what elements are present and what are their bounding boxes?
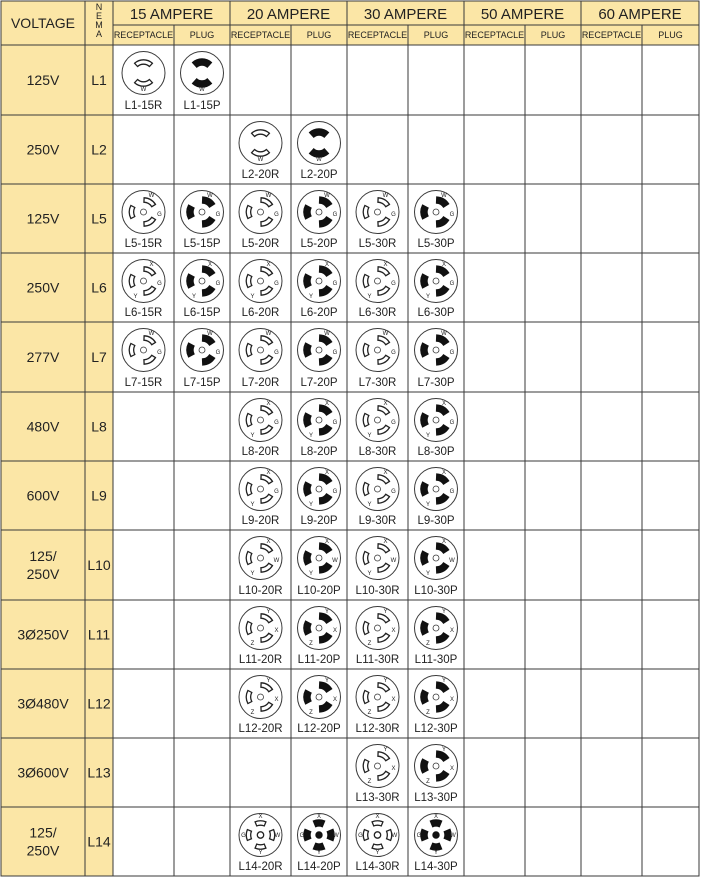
terminal-label: X [332, 697, 338, 703]
terminal-label: X [266, 470, 271, 476]
terminal-label: Y [383, 678, 388, 684]
receptacle-face [122, 260, 165, 303]
receptacle-face [239, 329, 282, 372]
terminal-label: X [441, 470, 447, 476]
plug-face [298, 676, 341, 719]
receptacle-face [239, 537, 282, 580]
terminal-label: Y [433, 850, 439, 856]
plug-subheader: PLUG [540, 30, 566, 40]
plug-face [298, 260, 341, 303]
receptacle-face [356, 814, 399, 857]
terminal-label: G [157, 212, 162, 218]
device-label: L14-30R [355, 861, 400, 873]
terminal-label: W [332, 558, 338, 564]
terminal-label: G [215, 350, 221, 356]
plug-face [415, 537, 458, 580]
terminal-label: G [274, 281, 279, 287]
receptacle-face [356, 191, 399, 234]
device-label: L12-20R [238, 723, 283, 735]
terminal-label: X [441, 539, 447, 545]
plug-face [415, 260, 458, 303]
terminal-label: X [383, 401, 388, 407]
terminal-label: X [449, 628, 455, 634]
plug-blade [421, 759, 428, 773]
terminal-label: X [375, 814, 380, 820]
voltage-cell: 3Ø480V [17, 695, 69, 712]
plug-blade [304, 551, 311, 565]
terminal-label: G [299, 833, 305, 839]
terminal-label: W [265, 331, 272, 337]
device-label: L1-15P [183, 100, 221, 112]
terminal-label: Z [309, 710, 313, 716]
device-label: L6-15R [124, 307, 163, 319]
plug-blade [421, 829, 428, 841]
receptacle-face [356, 399, 399, 442]
terminal-label: W [140, 87, 147, 93]
plug-subheader: PLUG [189, 30, 215, 40]
terminal-label: W [390, 558, 397, 564]
terminal-label: G [274, 489, 279, 495]
receptacle-face [239, 399, 282, 442]
nema-cell: L8 [91, 418, 107, 435]
terminal-label: X [266, 262, 271, 268]
device-label: L13-30P [414, 792, 458, 804]
device-label: L10-30P [414, 585, 458, 597]
terminal-label: X [391, 697, 396, 703]
receptacle-face [239, 260, 282, 303]
device-label: L6-20P [300, 307, 338, 319]
terminal-label: W [207, 193, 213, 199]
plug-blade [304, 274, 311, 288]
plug-face [415, 607, 458, 650]
device-label: L6-30P [417, 307, 455, 319]
receptacle-face [122, 52, 165, 95]
terminal-label: G [274, 212, 279, 218]
device-label: L7-20P [300, 377, 338, 389]
nema-cell: L7 [91, 349, 107, 365]
device-label: L2-20P [300, 169, 338, 181]
plug-blade [421, 482, 428, 496]
terminal-label: G [391, 281, 396, 287]
nema-cell: L1 [91, 72, 107, 88]
receptacle-face [356, 537, 399, 580]
terminal-label: G [157, 281, 162, 287]
device-label: L11-20R [238, 654, 283, 666]
voltage-cell: 3Ø250V [17, 626, 69, 643]
device-label: L7-30P [417, 377, 455, 389]
plug-blade [304, 621, 311, 635]
device-label: L13-30R [355, 792, 400, 804]
terminal-label: Y [383, 747, 388, 753]
plug-blade [421, 274, 428, 288]
terminal-label: Y [191, 294, 197, 300]
terminal-label: W [316, 157, 322, 163]
plug-face [181, 329, 224, 372]
terminal-label: G [332, 489, 338, 495]
plug-blade [421, 413, 428, 427]
terminal-label: G [449, 420, 455, 426]
device-label: L1-15R [124, 100, 163, 112]
voltage-cell: 250V [26, 566, 60, 582]
plug-face [415, 399, 458, 442]
device-label: L14-30P [414, 861, 458, 873]
terminal-label: Y [441, 609, 447, 615]
terminal-label: X [332, 628, 338, 634]
terminal-label: W [382, 193, 389, 199]
terminal-label: Y [367, 294, 372, 300]
nema-letter: M [95, 20, 103, 30]
plug-face [415, 329, 458, 372]
device-label: L6-20R [241, 307, 280, 319]
plug-face [181, 191, 224, 234]
receptacle-subheader: RECEPTACLE [347, 30, 408, 40]
terminal-label: W [324, 193, 330, 199]
terminal-label: Y [425, 294, 431, 300]
terminal-label: Z [367, 779, 372, 785]
plug-face [415, 814, 458, 857]
nema-cell: L14 [87, 833, 111, 850]
ampere-group-header: 60 AMPERE [598, 6, 682, 23]
receptacle-face [122, 329, 165, 372]
receptacle-face [239, 676, 282, 719]
terminal-label: Z [426, 779, 430, 785]
receptacle-subheader: RECEPTACLE [230, 30, 291, 40]
terminal-label: W [148, 331, 155, 337]
terminal-label: X [274, 628, 279, 634]
plug-face [415, 676, 458, 719]
device-label: L11-20P [297, 654, 341, 666]
terminal-label: G [391, 420, 396, 426]
terminal-label: G [449, 350, 455, 356]
receptacle-face [356, 260, 399, 303]
terminal-label: W [199, 87, 205, 93]
nema-cell: L9 [91, 487, 107, 504]
device-label: L12-30P [414, 723, 458, 735]
ampere-group-header: 20 AMPERE [246, 6, 331, 23]
terminal-label: Y [266, 609, 271, 615]
voltage-header: VOLTAGE [10, 15, 76, 31]
plug-face [298, 399, 341, 442]
terminal-label: Y [383, 609, 388, 615]
terminal-label: G [157, 350, 162, 356]
terminal-label: Y [441, 747, 447, 753]
device-label: L14-20R [238, 861, 283, 873]
device-label: L14-20P [297, 861, 341, 873]
terminal-label: Y [367, 433, 372, 439]
terminal-label: Y [324, 678, 330, 684]
terminal-label: Y [425, 502, 431, 508]
terminal-label: W [441, 193, 447, 199]
device-label: L5-20P [300, 238, 338, 250]
voltage-cell: 125/ [29, 824, 57, 841]
device-label: L5-15P [183, 238, 221, 250]
plug-blade [421, 690, 428, 704]
terminal-label: X [449, 697, 455, 703]
device-label: L5-15R [124, 238, 163, 250]
nema-cell: L10 [87, 557, 111, 573]
terminal-label: Y [250, 571, 255, 577]
terminal-label: G [332, 212, 338, 218]
terminal-label: Y [133, 294, 138, 300]
device-label: L5-30P [417, 238, 455, 250]
terminal-label: X [324, 401, 330, 407]
terminal-label: Y [308, 433, 314, 439]
nema-cell: L12 [87, 695, 111, 712]
ground-pin [433, 832, 439, 838]
receptacle-face [356, 745, 399, 788]
terminal-label: X [324, 470, 330, 476]
nema-letter: N [95, 2, 103, 12]
plug-blade [421, 205, 428, 219]
device-label: L12-30R [355, 723, 400, 735]
terminal-label: G [416, 833, 422, 839]
terminal-label: X [324, 262, 330, 268]
terminal-label: G [332, 350, 338, 356]
plug-face [298, 122, 341, 165]
terminal-label: Y [316, 850, 322, 856]
device-label: L9-30R [358, 515, 397, 527]
terminal-label: W [257, 157, 264, 163]
nema-cell: L6 [91, 279, 107, 296]
terminal-label: G [215, 212, 221, 218]
plug-face [298, 607, 341, 650]
plug-blade [313, 820, 325, 827]
nema-cell: L2 [91, 141, 107, 158]
receptacle-face [356, 468, 399, 511]
device-label: L7-15P [183, 377, 221, 389]
receptacle-subheader: RECEPTACLE [464, 30, 525, 40]
nema-header [95, 2, 103, 39]
terminal-label: Z [367, 641, 372, 647]
terminal-label: G [391, 212, 396, 218]
plug-face [181, 260, 224, 303]
terminal-label: W [324, 331, 330, 337]
terminal-label: X [433, 814, 439, 820]
plug-blade [304, 690, 311, 704]
plug-face [298, 191, 341, 234]
plug-face [298, 537, 341, 580]
terminal-label: G [241, 833, 246, 839]
device-label: L8-20P [300, 446, 338, 458]
voltage-cell: 250V [26, 842, 60, 859]
device-label: L12-20P [297, 723, 341, 735]
nema-cell: L5 [91, 210, 107, 227]
terminal-label: G [391, 350, 396, 356]
voltage-cell: 125V [26, 210, 60, 227]
nema-letter: E [95, 11, 103, 21]
device-label: L11-30P [414, 654, 458, 666]
terminal-label: G [391, 489, 396, 495]
terminal-label: W [265, 193, 272, 199]
voltage-cell: 480V [26, 418, 60, 435]
terminal-label: G [332, 420, 338, 426]
plug-face [181, 52, 224, 95]
receptacle-face [239, 191, 282, 234]
device-label: L10-20P [297, 585, 341, 597]
plug-blade [421, 621, 428, 635]
terminal-label: Y [250, 433, 255, 439]
receptacle-subheader: RECEPTACLE [581, 30, 642, 40]
ampere-group-header: 30 AMPERE [363, 6, 448, 23]
receptacle-face [239, 814, 282, 857]
terminal-label: Y [266, 678, 271, 684]
terminal-label: X [258, 814, 263, 820]
terminal-label: X [383, 470, 388, 476]
plug-face [298, 814, 341, 857]
terminal-label: X [266, 401, 271, 407]
plug-blade [304, 413, 311, 427]
terminal-label: X [391, 628, 396, 634]
terminal-label: W [333, 833, 339, 839]
terminal-label: Y [367, 571, 372, 577]
plug-blade [187, 274, 194, 288]
terminal-label: W [274, 833, 281, 839]
terminal-label: W [207, 331, 213, 337]
device-label: L5-30R [358, 238, 397, 250]
terminal-label: X [441, 401, 447, 407]
terminal-label: Z [367, 710, 372, 716]
device-label: L6-30R [358, 307, 397, 319]
terminal-label: X [383, 539, 388, 545]
terminal-label: X [316, 814, 322, 820]
terminal-label: Z [426, 710, 430, 716]
terminal-label: Z [250, 710, 255, 716]
plug-blade [421, 551, 428, 565]
receptacle-face [356, 676, 399, 719]
voltage-cell: 125/ [29, 548, 57, 564]
voltage-cell: 125V [26, 72, 60, 88]
plug-blade [421, 343, 428, 357]
voltage-cell: 250V [26, 279, 60, 296]
terminal-label: Y [308, 502, 314, 508]
terminal-label: X [149, 262, 154, 268]
terminal-label: X [274, 697, 279, 703]
terminal-label: X [441, 262, 447, 268]
receptacle-subheader: RECEPTACLE [113, 30, 174, 40]
terminal-label: Y [425, 433, 431, 439]
device-label: L5-20R [241, 238, 280, 250]
device-label: L8-20R [241, 446, 280, 458]
plug-face [415, 468, 458, 511]
terminal-label: X [449, 766, 455, 772]
ground-pin [316, 832, 322, 838]
terminal-label: Y [441, 678, 447, 684]
terminal-label: X [391, 766, 396, 772]
voltage-cell: 250V [26, 141, 60, 158]
device-label: L8-30P [417, 446, 455, 458]
terminal-label: G [449, 281, 455, 287]
terminal-label: Y [308, 571, 314, 577]
terminal-label: Y [324, 609, 330, 615]
terminal-label: X [324, 539, 330, 545]
plug-blade [430, 820, 442, 827]
terminal-label: G [449, 212, 455, 218]
plug-blade [304, 205, 311, 219]
nema-cell: L11 [87, 626, 111, 643]
terminal-label: W [450, 833, 456, 839]
terminal-label: Z [250, 641, 255, 647]
device-label: L7-15R [124, 377, 163, 389]
receptacle-face [239, 607, 282, 650]
terminal-label: W [441, 331, 447, 337]
ampere-group-header: 15 AMPERE [129, 6, 214, 23]
plug-subheader: PLUG [423, 30, 449, 40]
device-label: L8-30R [358, 446, 397, 458]
terminal-label: X [266, 539, 271, 545]
receptacle-face [356, 607, 399, 650]
terminal-label: X [383, 262, 388, 268]
plug-face [415, 191, 458, 234]
terminal-label: G [274, 420, 279, 426]
nema-cell: L13 [87, 764, 111, 781]
terminal-label: Y [425, 571, 431, 577]
terminal-label: X [207, 262, 213, 268]
terminal-label: Y [308, 294, 314, 300]
device-label: L9-30P [417, 515, 455, 527]
device-label: L6-15P [183, 307, 221, 319]
device-label: L9-20R [241, 515, 280, 527]
terminal-label: W [382, 331, 389, 337]
plug-blade [187, 205, 194, 219]
plug-blade [304, 482, 311, 496]
device-label: L7-20R [241, 377, 280, 389]
device-label: L9-20P [300, 515, 338, 527]
receptacle-face [356, 329, 399, 372]
terminal-label: W [391, 833, 398, 839]
device-label: L10-30R [355, 585, 400, 597]
plug-blade [304, 343, 311, 357]
terminal-label: G [449, 489, 455, 495]
plug-face [415, 745, 458, 788]
terminal-label: Z [426, 641, 430, 647]
device-label: L11-30R [355, 654, 400, 666]
voltage-cell: 3Ø600V [17, 764, 69, 781]
terminal-label: G [215, 281, 221, 287]
plug-blade [187, 343, 194, 357]
terminal-label: G [332, 281, 338, 287]
terminal-label: Z [309, 641, 313, 647]
device-label: L7-30R [358, 377, 397, 389]
plug-blade [304, 829, 311, 841]
terminal-label: Y [250, 294, 255, 300]
terminal-label: Y [367, 502, 372, 508]
plug-subheader: PLUG [306, 30, 332, 40]
terminal-label: W [273, 558, 280, 564]
nema-letter: A [95, 29, 103, 39]
terminal-label: G [358, 833, 363, 839]
terminal-label: W [148, 193, 155, 199]
terminal-label: Y [375, 850, 380, 856]
device-label: L10-20R [238, 585, 283, 597]
plug-subheader: PLUG [658, 30, 683, 40]
receptacle-face [122, 191, 165, 234]
device-label: L2-20R [241, 169, 280, 181]
voltage-cell: 277V [26, 349, 60, 365]
terminal-label: G [274, 350, 279, 356]
ampere-group-header: 50 AMPERE [480, 6, 565, 23]
plug-face [298, 329, 341, 372]
terminal-label: Y [250, 502, 255, 508]
plug-face [298, 468, 341, 511]
terminal-label: W [449, 558, 455, 564]
voltage-cell: 600V [26, 487, 60, 504]
terminal-label: Y [258, 850, 263, 856]
receptacle-face [239, 122, 282, 165]
receptacle-face [239, 468, 282, 511]
